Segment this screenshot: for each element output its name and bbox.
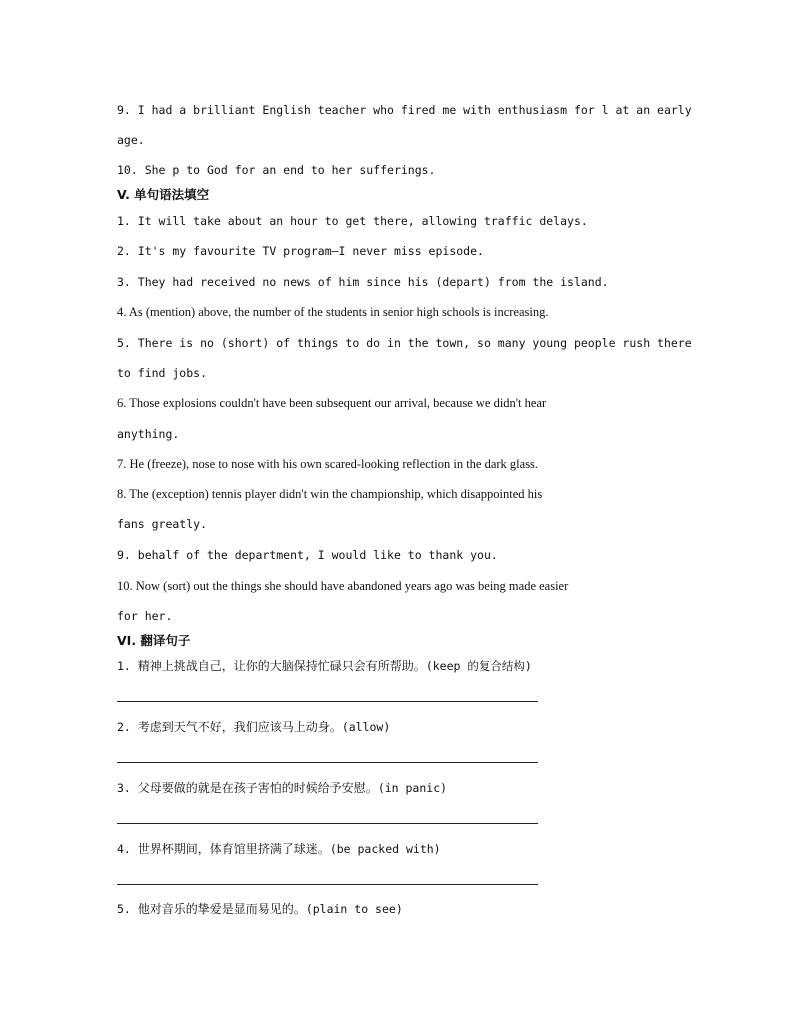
translation-q5-hint: (plain to see) (305, 902, 403, 916)
question-9-line1: 9. I had a brilliant English teacher who fired me with enthusiasm for l at an early (117, 103, 692, 117)
translation-q3 (117, 780, 687, 796)
translation-q1-hint: (keep 的复合结构) (425, 659, 532, 673)
grammar-q2: 2. It's my favourite TV program—I never miss episode. (117, 244, 484, 258)
translation-q2-hint: (allow) (341, 720, 391, 734)
grammar-q8-line1: 8. The (exception) tennis player didn't win the championship, which disappointed his (117, 487, 543, 501)
question-10: 10. She p to God for an end to her sufferings. (117, 163, 436, 177)
answer-line-1 (117, 701, 538, 702)
grammar-q8-line2: fans greatly. (117, 517, 208, 531)
translation-q4-chinese: 世界杯期间，体育馆里挤满了球迷。 (137, 842, 330, 856)
translation-q2-number: 2. (117, 720, 131, 734)
translation-q5-number: 5. (117, 902, 131, 916)
translation-q3-hint: (in panic) (377, 781, 448, 795)
answer-line-3 (117, 823, 538, 824)
grammar-q1: 1. It will take about an hour to get there, allowing traffic delays. (117, 214, 588, 228)
translation-q2-chinese: 考虑到天气不好，我们应该马上动身。 (137, 720, 342, 734)
grammar-q10-line1: 10. Now (sort) out the things she should have abandoned years ago was being made easier (117, 579, 569, 593)
grammar-q7: 7. He (freeze), nose to nose with his own scared-looking reflection in the dark glass. (117, 457, 539, 471)
answer-line-2 (117, 762, 538, 763)
grammar-q5-line1: 5. There is no (short) of things to do in the town, so many young people rush there (117, 336, 692, 350)
translation-q3-number: 3. (117, 781, 131, 795)
section-vi-heading: VI. 翻译句子 (117, 633, 191, 648)
translation-q2 (117, 719, 687, 735)
translation-q1-chinese: 精神上挑战自己，让你的大脑保持忙碌只会有所帮助。 (137, 659, 426, 673)
grammar-q4: 4. As (mention) above, the number of the students in senior high schools is increasing. (117, 305, 549, 319)
translation-q4-hint: (be packed with) (329, 842, 441, 856)
translation-q4-number: 4. (117, 842, 131, 856)
grammar-q6-line2: anything. (117, 427, 180, 441)
translation-q5-chinese: 他对音乐的挚爱是显而易见的。 (137, 902, 306, 916)
translation-q1-number: 1. (117, 659, 131, 673)
translation-q5 (117, 901, 687, 917)
question-9-line2: age. (117, 133, 145, 147)
grammar-q6-line1: 6. Those explosions couldn't have been subsequent our arrival, because we didn't hear (117, 396, 547, 410)
translation-q4 (117, 841, 687, 857)
answer-line-4 (117, 884, 538, 885)
grammar-q5-line2: to find jobs. (117, 366, 208, 380)
grammar-q3: 3. They had received no news of him since his (depart) from the island. (117, 275, 609, 289)
grammar-q10-line2: for her. (117, 609, 173, 623)
translation-q3-chinese: 父母要做的就是在孩子害怕的时候给予安慰。 (137, 781, 378, 795)
translation-q1 (117, 658, 687, 674)
section-v-heading: V. 单句语法填空 (117, 187, 210, 202)
grammar-q9: 9. behalf of the department, I would like to thank you. (117, 548, 498, 562)
